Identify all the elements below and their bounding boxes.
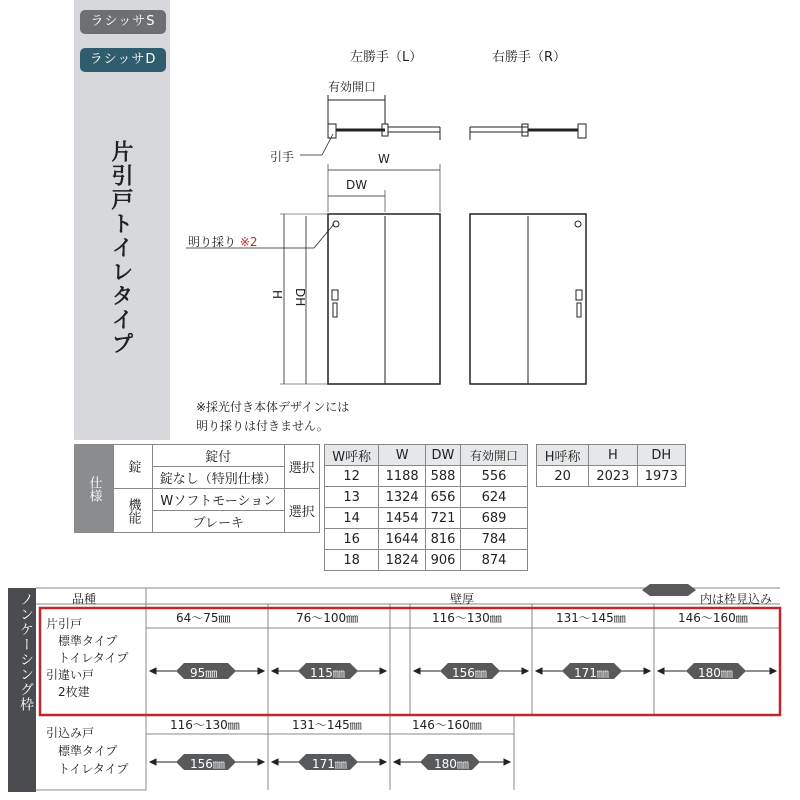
- right-hand-heading: 右勝手（R）: [492, 50, 567, 65]
- list-item: 標準タイプ: [58, 634, 118, 648]
- list-item: トイレタイプ: [58, 651, 129, 665]
- spec-section-label: 仕様: [75, 445, 114, 533]
- list-item: 2枚建: [58, 685, 90, 699]
- width-header: W呼称: [325, 445, 379, 466]
- cell: 13: [325, 487, 379, 508]
- range-cell: 64～75㎜: [176, 611, 231, 625]
- series-s-tag[interactable]: ラシッサS: [80, 10, 166, 34]
- list-item: 引込み戸: [46, 726, 95, 740]
- cell: 1324: [379, 487, 426, 508]
- range-cell: 146～160㎜: [412, 718, 482, 732]
- group2-kind-list: [46, 724, 128, 778]
- right-elevation: [470, 214, 586, 384]
- depth-label: 156㎜: [452, 666, 487, 680]
- range-cell: 116～130㎜: [170, 718, 240, 732]
- cell: 14: [325, 508, 379, 529]
- cell: 906: [425, 550, 460, 571]
- depth-label: 171㎜: [574, 666, 609, 680]
- cell: 556: [461, 466, 528, 487]
- height-header: H: [589, 445, 637, 466]
- table-row: [325, 508, 528, 529]
- cell: 721: [425, 508, 460, 529]
- cell: 874: [461, 550, 528, 571]
- width-header: W: [379, 445, 426, 466]
- depth-label: 115㎜: [310, 666, 345, 680]
- h-label: H: [270, 290, 284, 300]
- left-hand-heading: 左勝手（L）: [350, 50, 423, 65]
- width-header: 有効開口: [461, 445, 528, 466]
- range-cell: 131～145㎜: [292, 718, 362, 732]
- range-cell: 146～160㎜: [678, 611, 748, 625]
- group1-kind-list: [46, 616, 128, 701]
- cell: 624: [461, 487, 528, 508]
- table-row: [325, 487, 528, 508]
- width-header: DW: [425, 445, 460, 466]
- cell: 1188: [379, 466, 426, 487]
- note-line-1: ※採光付き本体デザインには: [196, 400, 350, 414]
- pull-handle-label: 引手: [270, 150, 295, 164]
- cell: 1454: [379, 508, 426, 529]
- cell: 588: [425, 466, 460, 487]
- table-row: [537, 466, 686, 487]
- soft-motion-cell: Wソフトモーション: [153, 489, 285, 511]
- legend-badge: [642, 584, 696, 596]
- width-table: [324, 444, 528, 571]
- cell: 784: [461, 529, 528, 550]
- table-row: [325, 550, 528, 571]
- cell: 689: [461, 508, 528, 529]
- list-item: 片引戸: [46, 617, 83, 631]
- range-cell: 76～100㎜: [296, 611, 359, 625]
- lighting-cut-mark: ※2: [239, 235, 258, 249]
- lighting-note: [196, 398, 349, 436]
- lock-with-cell: 錠付: [153, 445, 285, 467]
- cell: 1973: [637, 466, 685, 487]
- cell: 20: [537, 466, 589, 487]
- left-plan-view: [328, 95, 440, 140]
- cell: 816: [425, 529, 460, 550]
- cell: 16: [325, 529, 379, 550]
- cell: 12: [325, 466, 379, 487]
- right-plan-view: [470, 124, 586, 140]
- function-select-cell: 選択: [284, 489, 319, 533]
- range-cell: 131～145㎜: [556, 611, 626, 625]
- product-title: 片引戸トイレタイプ: [108, 140, 133, 356]
- depth-label: 171㎜: [312, 757, 347, 771]
- height-table: [536, 444, 686, 487]
- depth-label: 180㎜: [698, 666, 733, 680]
- casing-side-label: ノンケーシング枠: [18, 592, 34, 712]
- effective-opening-label: 有効開口: [328, 80, 377, 94]
- w-label: W: [378, 152, 390, 166]
- function-group-label: 機能: [114, 489, 153, 533]
- wall-header: 壁厚: [450, 592, 475, 606]
- table-row: [325, 466, 528, 487]
- legend-text: 内は枠見込み: [700, 592, 773, 606]
- list-item: トイレタイプ: [58, 762, 129, 776]
- brake-cell: ブレーキ: [153, 511, 285, 533]
- lock-select-cell: 選択: [284, 445, 319, 489]
- lighting-cut-text: 明り採り: [188, 235, 237, 249]
- series-d-tag[interactable]: ラシッサD: [80, 48, 166, 72]
- left-elevation: [328, 214, 440, 384]
- range-cell: 116～130㎜: [432, 611, 502, 625]
- kind-header: 品種: [72, 592, 97, 606]
- cell: 18: [325, 550, 379, 571]
- spec-table: [74, 444, 320, 533]
- lock-group-label: 錠: [114, 445, 153, 489]
- height-header: DH: [637, 445, 685, 466]
- depth-label: 95㎜: [190, 666, 218, 680]
- list-item: 引違い戸: [46, 668, 95, 682]
- dh-label: DH: [293, 288, 307, 307]
- note-line-2: 明り採りは付きません。: [196, 419, 329, 433]
- height-header: H呼称: [537, 445, 589, 466]
- cell: 2023: [589, 466, 637, 487]
- cell: 1824: [379, 550, 426, 571]
- cell: 1644: [379, 529, 426, 550]
- list-item: 標準タイプ: [58, 744, 118, 758]
- dw-label: DW: [346, 178, 368, 192]
- depth-label: 156㎜: [190, 757, 225, 771]
- depth-label: 180㎜: [434, 757, 469, 771]
- cell: 656: [425, 487, 460, 508]
- lock-without-cell: 錠なし（特別仕様）: [153, 467, 285, 489]
- table-row: [325, 529, 528, 550]
